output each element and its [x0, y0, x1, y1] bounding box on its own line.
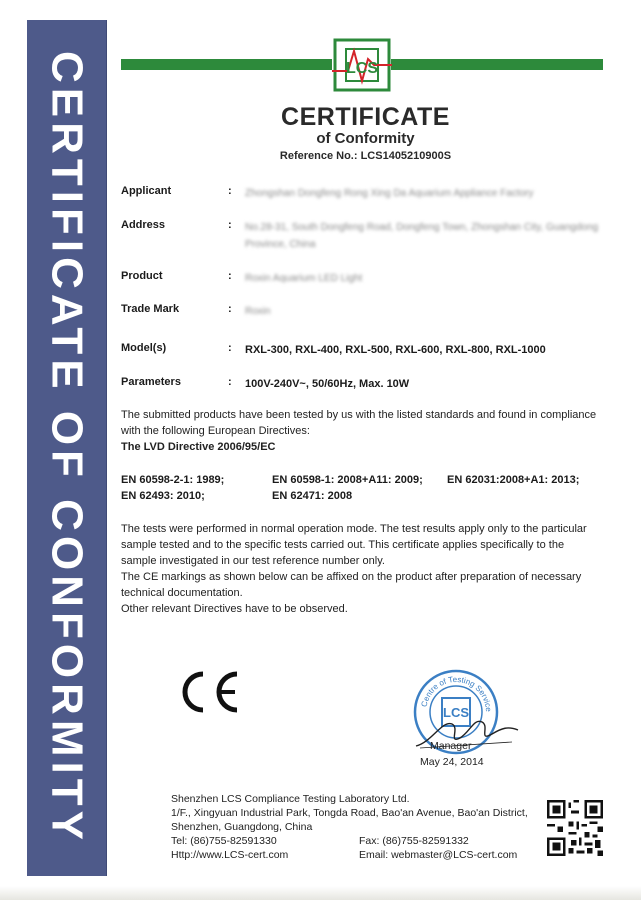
footer-address-2: Shenzhen, Guangdong, China: [171, 821, 313, 833]
product-label: Product: [121, 270, 163, 282]
intro-paragraph: [121, 407, 611, 455]
notes-line-3: sample investigated in our test reference number only.: [121, 555, 385, 567]
svg-text:LCS: LCS: [346, 60, 378, 77]
notes-line-2: sample tested and to the specific tests carried out. This certificate applies specifically to the: [121, 539, 565, 551]
models-value: RXL-300, RXL-400, RXL-500, RXL-600, RXL-800, RXL-1000: [245, 344, 546, 356]
notes-line-5: technical documentation.: [121, 587, 243, 599]
qr-code-icon: [547, 800, 603, 856]
notes-line-6: Other relevant Directives have to be observed.: [121, 603, 348, 615]
address-colon: :: [228, 219, 232, 231]
parameters-colon: :: [228, 376, 232, 388]
standard-5: EN 62471: 2008: [272, 490, 353, 502]
footer-website: Http://www.LCS-cert.com: [171, 849, 289, 861]
footer-address-1: 1/F., Xingyuan Industrial Park, Tongda Road, Bao'an Avenue, Bao'an District,: [171, 807, 528, 819]
side-band: [27, 20, 107, 876]
certificate-title: CERTIFICATE: [281, 103, 450, 131]
header-bar-left: [121, 59, 332, 70]
header-bar-right: [391, 59, 603, 70]
address-label: Address: [121, 219, 166, 231]
product-colon: :: [228, 270, 232, 282]
footer-email: Email: webmaster@LCS-cert.com: [359, 849, 518, 861]
models-colon: :: [228, 342, 232, 354]
svg-text:LCS: LCS: [443, 705, 469, 720]
address-value: No.28-31, South Dongfeng Road, Dongfeng Town, Zhongshan City, Guangdong Province, China: [245, 222, 599, 250]
intro-line-2: with the following European Directives:: [121, 425, 310, 437]
reference-number: Reference No.: LCS1405210900S: [279, 150, 452, 162]
trade-mark-label: Trade Mark: [121, 303, 180, 315]
certificate-subtitle: of Conformity: [316, 130, 415, 147]
footer-fax: Fax: (86)755-82591332: [359, 835, 469, 847]
footer-tel: Tel: (86)755-82591330: [171, 835, 277, 847]
applicant-label: Applicant: [121, 185, 172, 197]
side-band-text: CERTIFICATE OF CONFORMITY: [42, 51, 92, 845]
standard-2: EN 60598-1: 2008+A11: 2009;: [272, 474, 423, 486]
applicant-colon: :: [228, 185, 232, 197]
notes-paragraph: [121, 521, 611, 617]
standard-3: EN 62031:2008+A1: 2013;: [447, 474, 580, 486]
parameters-label: Parameters: [121, 376, 181, 388]
directive-text: The LVD Directive 2006/95/EC: [121, 441, 276, 453]
notes-line-1: The tests were performed in normal operation mode. The test results apply only to the particular: [121, 523, 587, 535]
svg-text:Centre of Testing Service: Centre of Testing Service: [419, 674, 494, 713]
applicant-value: Zhongshan Dongfeng Rong Xing Da Aquarium Appliance Factory: [245, 188, 534, 199]
ce-mark-icon: [175, 668, 241, 716]
trade-mark-colon: :: [228, 303, 232, 315]
manager-label: Manager: [430, 740, 472, 752]
models-label: Model(s): [121, 342, 167, 354]
standard-4: EN 62493: 2010;: [121, 490, 205, 502]
product-value: Roxin Aquarium LED Light: [245, 273, 363, 284]
standard-1: EN 60598-2-1: 1989;: [121, 474, 225, 486]
footer-company: Shenzhen LCS Compliance Testing Laboratory Ltd.: [171, 793, 410, 805]
intro-line-1: The submitted products have been tested by us with the listed standards and found in compliance: [121, 409, 597, 421]
signature-date: May 24, 2014: [420, 756, 484, 768]
trade-mark-value: Roxin: [245, 306, 271, 317]
notes-line-4: The CE markings as shown below can be affixed on the product after preparation of necessary: [121, 571, 582, 583]
parameters-value: 100V-240V~, 50/60Hz, Max. 10W: [245, 378, 410, 390]
lcs-logo-icon: [332, 37, 392, 93]
